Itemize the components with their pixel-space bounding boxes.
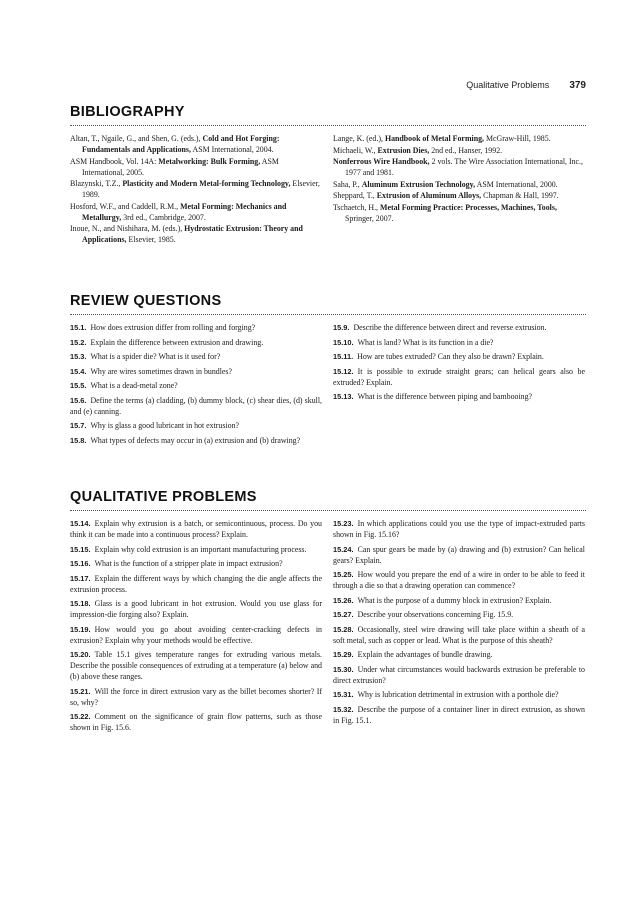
bibliography-entry <box>333 202 585 224</box>
entry-publisher: 2nd ed., Hanser, 1992. <box>429 145 503 155</box>
question-text: Explain the different ways by which changing the die angle affects the extrusion process. <box>70 573 322 594</box>
question-text: What is the purpose of a dummy block in extrusion? Explain. <box>357 595 552 605</box>
question-number: 15.17. <box>70 573 91 583</box>
page-header <box>466 80 586 91</box>
question-text: Occasionally, steel wire drawing will take place within a sheath of a soft metal, such as copper or lead. What is the purpose of this sheath? <box>333 624 585 645</box>
question-item <box>333 595 585 606</box>
question-item <box>333 664 585 686</box>
question-item <box>70 420 322 431</box>
question-text: Why is glass a good lubricant in hot extrusion? <box>90 421 240 430</box>
question-number: 15.16. <box>70 559 91 568</box>
entry-publisher: McGraw-Hill, 1985. <box>484 134 551 143</box>
question-text: Table 15.1 gives temperature ranges for extruding various metals. Describe the possible consequences of extruding at a temperature (a) below and (b) above these ranges. <box>70 650 322 681</box>
question-text: Define the terms (a) cladding, (b) dummy block, (c) shear dies, (d) skull, and (e) canning. <box>70 395 322 416</box>
question-number: 15.14. <box>70 519 91 528</box>
review-questions-heading: REVIEW QUESTIONS <box>70 293 222 309</box>
qualitative-right-column <box>333 518 585 729</box>
entry-publisher: ASM International, 2004. <box>190 145 274 154</box>
question-item <box>70 435 322 446</box>
entry-authors: Inoue, N., and Nishihara, M. (eds.), <box>70 224 185 233</box>
question-text: Will the force in direct extrusion vary as the billet becomes shorter? If so, why? <box>70 686 322 707</box>
question-item <box>333 391 585 402</box>
question-item <box>333 518 585 540</box>
bibliography-entry <box>333 156 585 178</box>
question-text: Can spur gears be made by (a) drawing and (b) extrusion? Can helical gears? Explain. <box>333 544 585 565</box>
entry-authors: Sheppard, T., <box>333 191 377 200</box>
question-item <box>70 366 322 377</box>
bibliography-entry <box>70 156 322 178</box>
question-text: Why is lubrication detrimental in extrusion with a porthole die? <box>357 690 559 699</box>
question-item <box>70 544 322 555</box>
question-number: 15.7. <box>70 421 87 430</box>
entry-authors: Lange, K. (ed.), <box>333 134 385 143</box>
question-item <box>333 366 585 388</box>
question-number: 15.21. <box>70 686 91 696</box>
question-item <box>70 337 322 348</box>
question-item <box>333 649 585 660</box>
section-divider <box>70 510 586 511</box>
bibliography-entry <box>333 133 585 144</box>
question-item <box>70 518 322 540</box>
bibliography-heading: BIBLIOGRAPHY <box>70 104 185 120</box>
question-number: 15.9. <box>333 323 350 332</box>
question-number: 15.4. <box>70 366 87 376</box>
question-number: 15.19. <box>70 624 91 634</box>
question-number: 15.3. <box>70 352 87 361</box>
bibliography-entry <box>70 178 322 200</box>
question-number: 15.24. <box>333 544 354 554</box>
question-number: 15.29. <box>333 650 354 659</box>
question-text: What is a dead-metal zone? <box>90 381 178 390</box>
question-text: In which applications could you use the type of impact-extruded parts shown in Fig. 15.16? <box>333 519 585 539</box>
entry-title: Handbook of Metal Forming, <box>384 134 485 143</box>
question-item <box>333 609 585 620</box>
question-item <box>70 322 322 333</box>
entry-publisher: Springer, 2007. <box>345 213 394 223</box>
entry-authors: Tschaetch, H., <box>333 202 380 212</box>
bibliography-left-column <box>70 133 322 246</box>
question-text: Under what circumstances would backwards extrusion be preferable to direct extrusion? <box>333 664 585 685</box>
question-item <box>333 337 585 348</box>
question-text: Explain why extrusion is a batch, or semicontinuous, process. Do you think it can be made into a continuous process? Explain. <box>70 519 322 539</box>
entry-authors: Michaeli, W., <box>333 145 378 155</box>
entry-title: Hydrostatic Extrusion: Theory and Applications, <box>82 224 303 244</box>
entry-publisher: Chapman & Hall, 1997. <box>481 191 559 200</box>
question-item <box>70 380 322 391</box>
entry-title: Extrusion of Aluminum Alloys, <box>376 191 482 200</box>
question-item <box>333 351 585 362</box>
question-text: How would you go about avoiding center-cracking defects in extrusion? Explain why your methods would be effective. <box>70 624 322 645</box>
question-text: What is the function of a stripper plate in impact extrusion? <box>94 559 283 568</box>
entry-title: Extrusion Dies, <box>377 145 430 155</box>
question-number: 15.28. <box>333 624 354 634</box>
question-number: 15.1. <box>70 323 87 332</box>
entry-title: Aluminum Extrusion Technology, <box>361 179 476 189</box>
question-item <box>333 569 585 591</box>
question-item <box>70 649 322 682</box>
question-item <box>70 351 322 362</box>
bibliography-entry <box>333 179 585 190</box>
question-number: 15.32. <box>333 704 354 714</box>
entry-authors: Altan, T., Ngaile, G., and Shen, G. (eds.), <box>70 134 203 143</box>
question-number: 15.30. <box>333 664 354 674</box>
review-left-column <box>70 322 322 449</box>
bibliography-entry <box>70 223 322 245</box>
entry-publisher: ASM International, 2000. <box>475 179 558 189</box>
entry-publisher: 3rd ed., Cambridge, 2007. <box>121 212 206 222</box>
question-number: 15.22. <box>70 712 91 721</box>
question-text: Describe the purpose of a container liner in direct extrusion, as shown in Fig. 15.1. <box>333 704 585 725</box>
qualitative-left-column <box>70 518 322 737</box>
entry-title: Metal Forming Practice: Processes, Machines, Tools, <box>380 202 557 212</box>
entry-title: Nonferrous Wire Handbook, <box>333 157 430 166</box>
question-text: What is a spider die? What is it used for? <box>90 352 221 361</box>
entry-publisher: ASM International, 2005. <box>82 156 279 177</box>
question-number: 15.27. <box>333 610 354 619</box>
bibliography-right-column <box>333 133 585 224</box>
question-text: Explain the difference between extrusion and drawing. <box>90 337 264 347</box>
question-item <box>70 598 322 620</box>
bibliography-entry <box>333 190 585 201</box>
bibliography-entry <box>333 145 585 156</box>
question-number: 15.18. <box>70 599 91 608</box>
question-item <box>70 395 322 417</box>
question-number: 15.5. <box>70 381 87 390</box>
question-number: 15.15. <box>70 544 91 554</box>
question-text: What is the difference between piping and bambooing? <box>357 392 533 401</box>
question-item <box>70 573 322 595</box>
question-text: Comment on the significance of grain flow patterns, such as those shown in Fig. 15.6. <box>70 712 322 732</box>
question-item <box>70 686 322 708</box>
question-item <box>333 704 585 726</box>
bibliography-entry <box>70 201 322 223</box>
entry-authors: Saha, P., <box>333 179 362 189</box>
entry-title: Plasticity and Modern Metal-forming Technology, <box>122 179 291 188</box>
review-right-column <box>333 322 585 406</box>
question-number: 15.6. <box>70 395 87 405</box>
page-number: 379 <box>569 80 586 91</box>
question-text: What is land? What is its function in a die? <box>357 337 494 347</box>
question-number: 15.31. <box>333 690 354 699</box>
entry-publisher: Elsevier, 1989. <box>82 179 320 199</box>
question-text: What types of defects may occur in (a) extrusion and (b) drawing? <box>90 435 301 445</box>
question-text: How would you prepare the end of a wire in order to be able to feed it through a die so that a drawing operation can commence? <box>333 570 585 590</box>
question-number: 15.20. <box>70 650 91 659</box>
section-divider <box>70 314 586 315</box>
question-text: Describe the difference between direct and reverse extrusion. <box>353 323 547 332</box>
question-number: 15.23. <box>333 519 354 528</box>
question-item <box>70 711 322 733</box>
question-item <box>70 624 322 646</box>
entry-publisher: Elsevier, 1985. <box>126 235 176 244</box>
question-number: 15.13. <box>333 392 354 401</box>
question-number: 15.2. <box>70 337 87 347</box>
question-item <box>70 558 322 569</box>
section-divider <box>70 125 586 126</box>
entry-title: Cold and Hot Forging: Fundamentals and Applications, <box>82 134 280 154</box>
question-text: It is possible to extrude straight gears; can helical gears also be extruded? Explain. <box>333 366 585 387</box>
question-number: 15.25. <box>333 570 354 579</box>
question-number: 15.8. <box>70 435 87 445</box>
entry-title: Metal Forming: Mechanics and Metallurgy, <box>82 201 287 222</box>
running-title: Qualitative Problems <box>466 80 550 90</box>
question-item <box>333 624 585 646</box>
question-number: 15.12. <box>333 366 354 376</box>
question-text: Glass is a good lubricant in hot extrusion. Would you use glass for impression-die forging also? Explain. <box>70 599 322 619</box>
question-number: 15.10. <box>333 337 354 347</box>
question-text: Explain the advantages of bundle drawing. <box>357 650 493 659</box>
question-item <box>333 544 585 566</box>
entry-authors: ASM Handbook, Vol. 14A: <box>70 156 159 166</box>
question-item <box>333 322 585 333</box>
question-item <box>333 689 585 700</box>
entry-authors: Hosford, W.F., and Caddell, R.M., <box>70 201 181 211</box>
question-number: 15.11. <box>333 352 354 361</box>
entry-publisher: 2 vols. The Wire Association International, Inc., 1977 and 1981. <box>345 157 583 177</box>
bibliography-entry <box>70 133 322 155</box>
question-text: How are tubes extruded? Can they also be drawn? Explain. <box>357 352 544 361</box>
entry-title: Metalworking: Bulk Forming, <box>158 156 261 166</box>
question-text: Explain why cold extrusion is an important manufacturing process. <box>94 544 307 554</box>
qualitative-problems-heading: QUALITATIVE PROBLEMS <box>70 489 257 505</box>
entry-authors: Blazynski, T.Z., <box>70 179 123 188</box>
question-text: How does extrusion differ from rolling and forging? <box>90 323 256 332</box>
question-number: 15.26. <box>333 595 354 605</box>
question-text: Why are wires sometimes drawn in bundles? <box>90 366 233 376</box>
question-text: Describe your observations concerning Fig. 15.9. <box>357 610 514 619</box>
